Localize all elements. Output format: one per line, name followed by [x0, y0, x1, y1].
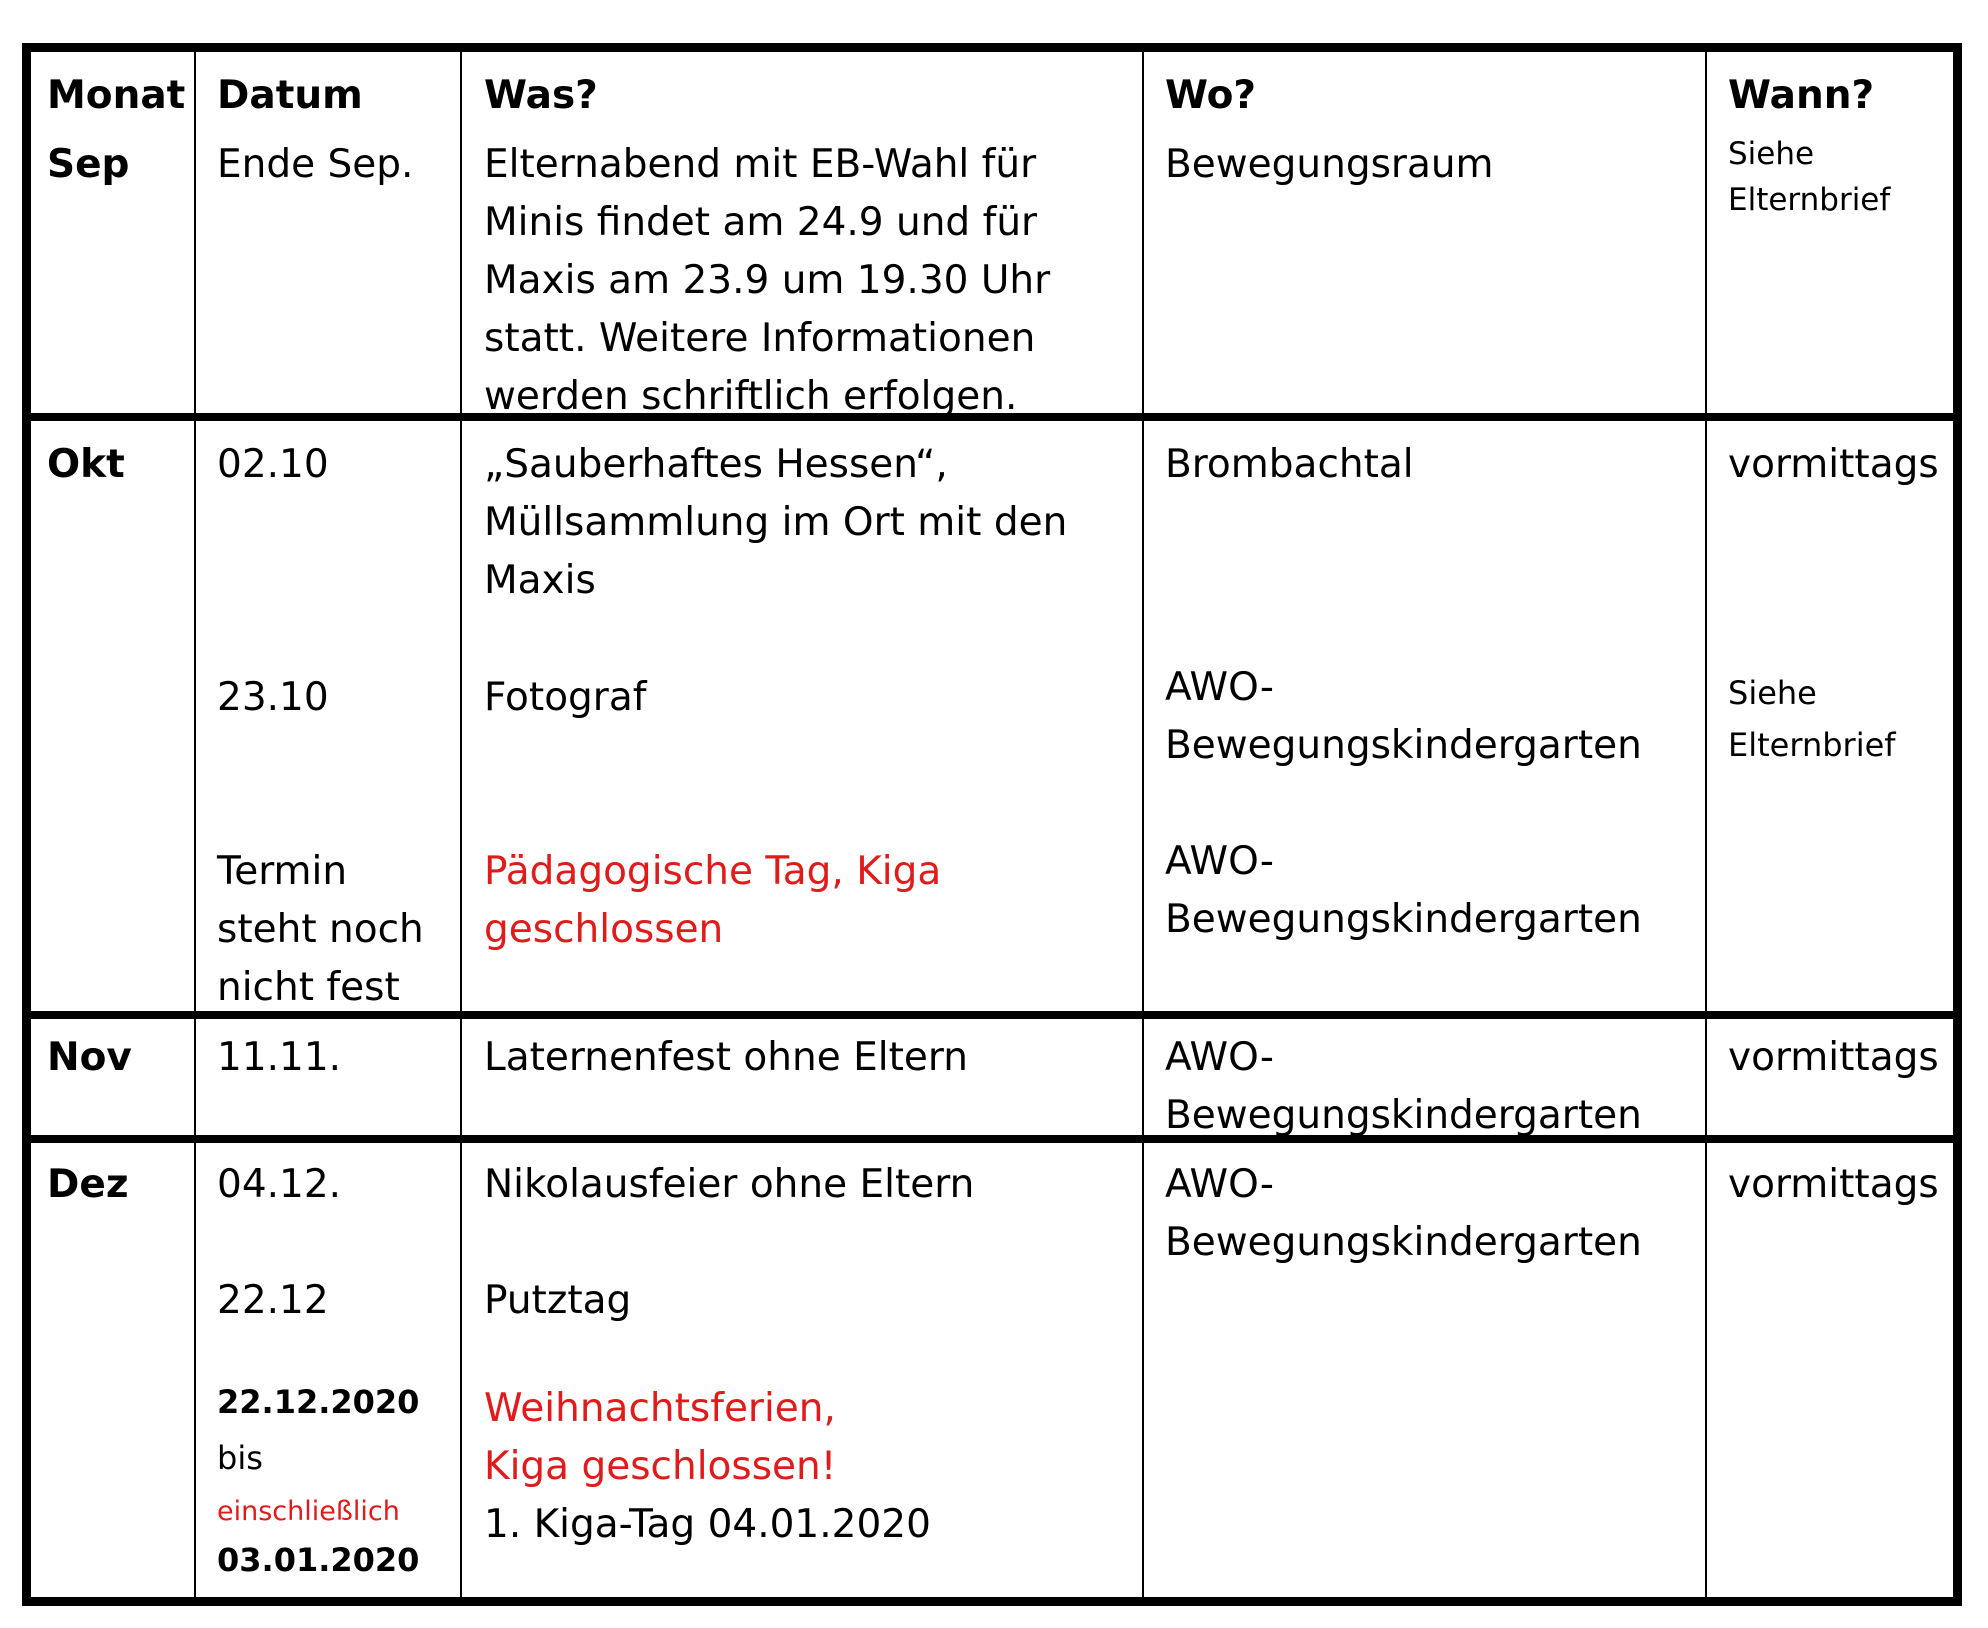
okt-monat: Okt	[47, 442, 125, 487]
okt-e1-wo: Brombachtal	[1165, 442, 1414, 487]
header-datum: Datum	[217, 73, 363, 118]
okt-e2-was: Fotograf	[484, 675, 647, 720]
okt-e3-datum-line: Termin	[217, 849, 348, 894]
sep-was-line: Minis findet am 24.9 und für	[484, 200, 1038, 245]
okt-e3-wo-line: AWO-	[1165, 839, 1274, 884]
dez-e3-was-note: 1. Kiga-Tag 04.01.2020	[484, 1502, 931, 1547]
dez-e1-wo-line: Bewegungskindergarten	[1165, 1220, 1642, 1265]
header-wann: Wann?	[1728, 73, 1875, 118]
sep-was-line: Elternabend mit EB-Wahl für	[484, 142, 1037, 187]
dez-e3-datum-from: 22.12.2020	[217, 1383, 420, 1421]
col-divider-1	[194, 52, 196, 1597]
schedule-table	[22, 43, 1962, 1606]
okt-e2-wo-line: AWO-	[1165, 665, 1274, 710]
sep-monat: Sep	[47, 142, 130, 187]
sep-wann-line: Siehe	[1728, 136, 1815, 172]
sep-was-line: Maxis am 23.9 um 19.30 Uhr	[484, 258, 1051, 303]
dez-e2-was: Putztag	[484, 1278, 632, 1323]
dez-e3-was-line: Kiga geschlossen!	[484, 1444, 837, 1489]
sep-wann-line: Elternbrief	[1728, 182, 1891, 218]
dez-e1-was: Nikolausfeier ohne Eltern	[484, 1162, 975, 1207]
okt-e3-wo-line: Bewegungskindergarten	[1165, 897, 1642, 942]
sep-datum: Ende Sep.	[217, 142, 414, 187]
dez-e3-datum-to: 03.01.2020	[217, 1541, 420, 1579]
sep-wo: Bewegungsraum	[1165, 142, 1494, 187]
col-divider-3	[1142, 52, 1144, 1597]
nov-wo-line: Bewegungskindergarten	[1165, 1093, 1642, 1138]
dez-e1-wann: vormittags	[1728, 1162, 1939, 1207]
col-divider-4	[1705, 52, 1707, 1597]
header-wo: Wo?	[1165, 73, 1257, 118]
okt-e1-datum: 02.10	[217, 442, 329, 487]
dez-e3-datum-bis: bis	[217, 1439, 263, 1477]
sep-was-line: statt. Weitere Informationen	[484, 316, 1036, 361]
okt-e3-datum-line: nicht fest	[217, 965, 400, 1010]
dez-monat: Dez	[47, 1162, 129, 1207]
okt-e3-datum-line: steht noch	[217, 907, 424, 952]
okt-e2-wann-line: Elternbrief	[1728, 726, 1896, 764]
dez-e2-datum: 22.12	[217, 1278, 329, 1323]
dez-e3-was-line: Weihnachtsferien,	[484, 1386, 836, 1431]
okt-e1-was-line: „Sauberhaftes Hessen“,	[484, 442, 948, 487]
okt-e1-was-line: Müllsammlung im Ort mit den	[484, 500, 1068, 545]
okt-e2-wann-line: Siehe	[1728, 674, 1817, 712]
nov-wo-line: AWO-	[1165, 1035, 1274, 1080]
col-divider-2	[460, 52, 462, 1597]
nov-datum: 11.11.	[217, 1035, 342, 1080]
okt-e1-was-line: Maxis	[484, 558, 596, 603]
dez-e1-datum: 04.12.	[217, 1162, 342, 1207]
dez-e1-wo-line: AWO-	[1165, 1162, 1274, 1207]
dez-e3-datum-incl: einschließlich	[217, 1496, 400, 1527]
header-monat: Monat	[47, 73, 186, 118]
nov-wann: vormittags	[1728, 1035, 1939, 1080]
okt-e3-was-line: geschlossen	[484, 907, 724, 952]
okt-e2-wo-line: Bewegungskindergarten	[1165, 723, 1642, 768]
nov-monat: Nov	[47, 1035, 132, 1080]
header-was: Was?	[484, 73, 598, 118]
okt-e2-datum: 23.10	[217, 675, 329, 720]
sep-was-line: werden schriftlich erfolgen.	[484, 374, 1018, 419]
nov-was: Laternenfest ohne Eltern	[484, 1035, 968, 1080]
row-divider-dez	[31, 1135, 1953, 1143]
okt-e1-wann: vormittags	[1728, 442, 1939, 487]
okt-e3-was-line: Pädagogische Tag, Kiga	[484, 849, 942, 894]
